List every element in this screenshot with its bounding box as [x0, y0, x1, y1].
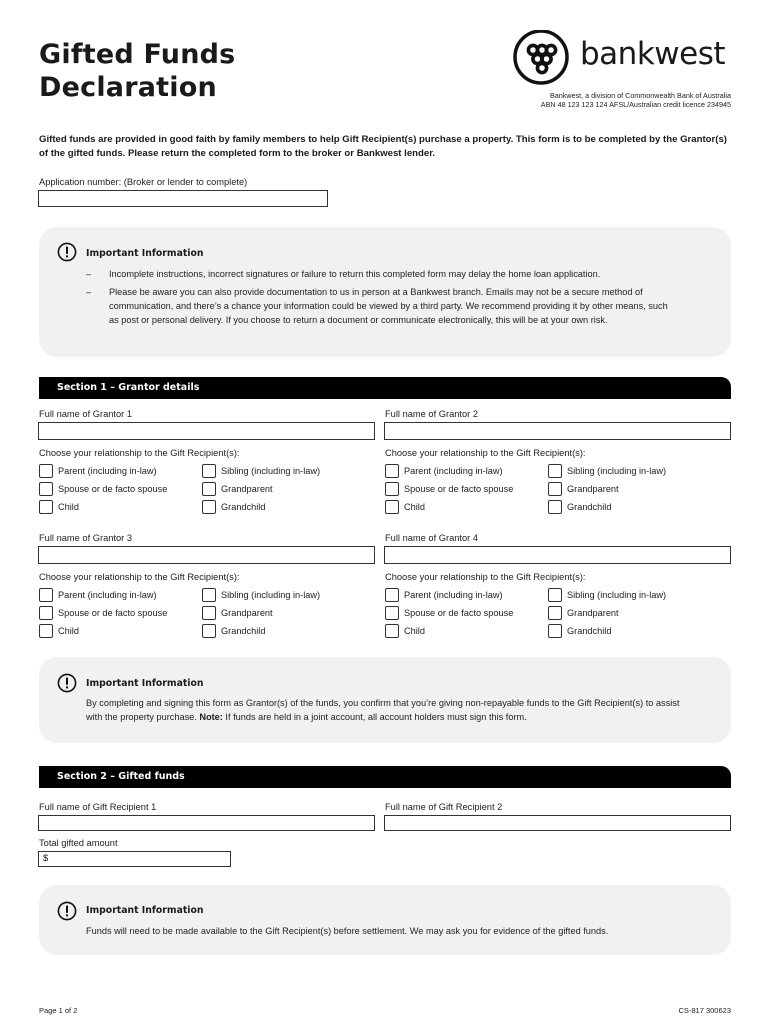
relationship-checkbox[interactable] — [548, 482, 562, 496]
note-label: Note: — [199, 712, 223, 722]
exclamation-icon — [57, 901, 77, 921]
relationship-checkbox[interactable] — [548, 588, 562, 602]
relationship-label: Choose your relationship to the Gift Recipient(s): — [385, 448, 586, 458]
application-number-field[interactable] — [38, 190, 328, 207]
info-title: Important Information — [86, 678, 204, 689]
bankwest-logo — [512, 30, 732, 86]
relationship-checkbox[interactable] — [548, 464, 562, 478]
relationship-option-label: Spouse or de facto spouse — [404, 484, 514, 494]
section-2-header — [39, 766, 731, 788]
relationship-checkbox[interactable] — [548, 500, 562, 514]
relationship-option-label: Grandchild — [567, 626, 612, 636]
grantor-1-name-label: Full name of Grantor 1 — [39, 409, 133, 419]
application-number-label: Application number: (Broker or lender to complete) — [39, 177, 248, 187]
total-gifted-amount-field[interactable] — [38, 851, 231, 867]
relationship-label: Choose your relationship to the Gift Recipient(s): — [39, 572, 240, 582]
relationship-option-label: Child — [404, 502, 425, 512]
relationship-checkbox[interactable] — [385, 482, 399, 496]
gift-recipient-1-label: Full name of Gift Recipient 1 — [39, 802, 157, 812]
relationship-checkbox[interactable] — [548, 624, 562, 638]
form-code: CS-817 300623 — [678, 1006, 731, 1015]
important-info-box-2 — [39, 657, 731, 743]
relationship-option-label: Grandparent — [221, 608, 273, 618]
relationship-checkbox[interactable] — [39, 500, 53, 514]
relationship-option-label: Grandchild — [567, 502, 612, 512]
relationship-checkbox[interactable] — [385, 606, 399, 620]
relationship-option-label: Sibling (including in-law) — [221, 590, 321, 600]
relationship-option-label: Grandparent — [221, 484, 273, 494]
relationship-option-label: Child — [58, 626, 79, 636]
currency-symbol: $ — [43, 853, 49, 864]
info-title: Important Information — [86, 248, 204, 259]
relationship-option-label: Spouse or de facto spouse — [404, 608, 514, 618]
relationship-checkbox[interactable] — [202, 482, 216, 496]
brand-name: bankwest — [580, 36, 726, 72]
legal-text — [541, 91, 731, 109]
relationship-checkbox[interactable] — [202, 500, 216, 514]
total-gifted-amount-label: Total gifted amount — [39, 838, 118, 848]
legal-line-2: ABN 48 123 123 124 AFSL/Australian credit licence 234945 — [540, 100, 731, 109]
gift-recipient-1-field[interactable] — [38, 815, 375, 831]
grantor-2-name-label: Full name of Grantor 2 — [385, 409, 479, 419]
gift-recipient-2-label: Full name of Gift Recipient 2 — [385, 802, 503, 812]
relationship-option-label: Child — [404, 626, 425, 636]
relationship-option-label: Parent (including in-law) — [404, 590, 503, 600]
bankwest-emblem-icon — [512, 30, 572, 86]
relationship-checkbox[interactable] — [39, 464, 53, 478]
relationship-label: Choose your relationship to the Gift Recipient(s): — [385, 572, 586, 582]
relationship-checkbox[interactable] — [385, 588, 399, 602]
relationship-checkbox[interactable] — [548, 606, 562, 620]
page-number: Page 1 of 2 — [39, 1006, 78, 1015]
title-line-1: Gifted Funds — [39, 39, 236, 70]
relationship-option-label: Sibling (including in-law) — [567, 590, 667, 600]
relationship-checkbox[interactable] — [202, 606, 216, 620]
bullet-dash: – — [86, 269, 92, 279]
gift-recipient-2-field[interactable] — [384, 815, 731, 831]
relationship-checkbox[interactable] — [39, 606, 53, 620]
relationship-checkbox[interactable] — [385, 624, 399, 638]
relationship-option-label: Grandchild — [221, 502, 266, 512]
relationship-checkbox[interactable] — [385, 464, 399, 478]
relationship-checkbox[interactable] — [39, 624, 53, 638]
intro-text: Gifted funds are provided in good faith by family members to help Gift Recipient(s) purchase a property. This form is to be completed by the Grantor(s) of the gifted funds. Please return the completed form to the broker or Bankwest lender. — [39, 134, 727, 159]
bullet-text: Incomplete instructions, incorrect signatures or failure to return this completed form may delay the home loan application. — [109, 269, 601, 279]
page-title — [39, 38, 235, 104]
relationship-option-label: Grandparent — [567, 608, 619, 618]
important-info-box-1 — [39, 227, 731, 357]
relationship-option-label: Sibling (including in-law) — [567, 466, 667, 476]
legal-line-1: Bankwest, a division of Commonwealth Bank of Australia — [550, 91, 731, 100]
relationship-checkbox[interactable] — [39, 588, 53, 602]
section-1-header — [39, 377, 731, 399]
relationship-checkbox[interactable] — [39, 482, 53, 496]
info-text-part-2: If funds are held in a joint account, all account holders must sign this form. — [222, 712, 527, 722]
grantor-1-name-field[interactable] — [38, 422, 375, 440]
section-1-title: Section 1 – Grantor details — [57, 382, 200, 393]
relationship-checkbox[interactable] — [202, 464, 216, 478]
relationship-checkbox[interactable] — [202, 624, 216, 638]
relationship-label: Choose your relationship to the Gift Recipient(s): — [39, 448, 240, 458]
relationship-option-label: Sibling (including in-law) — [221, 466, 321, 476]
important-info-box-3 — [39, 885, 731, 955]
grantor-4-name-field[interactable] — [384, 546, 731, 564]
relationship-option-label: Grandparent — [567, 484, 619, 494]
relationship-option-label: Spouse or de facto spouse — [58, 608, 168, 618]
grantor-3-name-field[interactable] — [38, 546, 375, 564]
bullet-dash: – — [86, 287, 92, 297]
relationship-checkbox[interactable] — [202, 588, 216, 602]
section-2-title: Section 2 – Gifted funds — [57, 771, 185, 782]
info-text-part-1: By completing and signing this form as Grantor(s) of the funds, you confirm that you’re giving non-repayable funds to the Gift Recipient(s) to assist with the property purchase. — [86, 698, 680, 722]
relationship-option-label: Parent (including in-law) — [58, 590, 157, 600]
info-text — [86, 696, 696, 724]
grantor-3-name-label: Full name of Grantor 3 — [39, 533, 133, 543]
relationship-option-label: Grandchild — [221, 626, 266, 636]
info-title: Important Information — [86, 905, 204, 916]
title-line-2: Declaration — [39, 72, 217, 103]
exclamation-icon — [57, 673, 77, 693]
exclamation-icon — [57, 242, 77, 262]
relationship-option-label: Child — [58, 502, 79, 512]
grantor-4-name-label: Full name of Grantor 4 — [385, 533, 479, 543]
relationship-option-label: Spouse or de facto spouse — [58, 484, 168, 494]
grantor-2-name-field[interactable] — [384, 422, 731, 440]
relationship-option-label: Parent (including in-law) — [404, 466, 503, 476]
bullet-text: Please be aware you can also provide documentation to us in person at a Bankwest branch. Emails may not be a secure method of communication, and there’s a chance your information could be viewed by a third party. We recommend providing it by other means, such as post or personal delivery. If you choose to return a document or communicate electronically, this will be at your own risk. — [109, 287, 668, 325]
relationship-checkbox[interactable] — [385, 500, 399, 514]
relationship-option-label: Parent (including in-law) — [58, 466, 157, 476]
info-text: Funds will need to be made available to the Gift Recipient(s) before settlement. We may ask you for evidence of the gifted funds. — [86, 926, 609, 936]
